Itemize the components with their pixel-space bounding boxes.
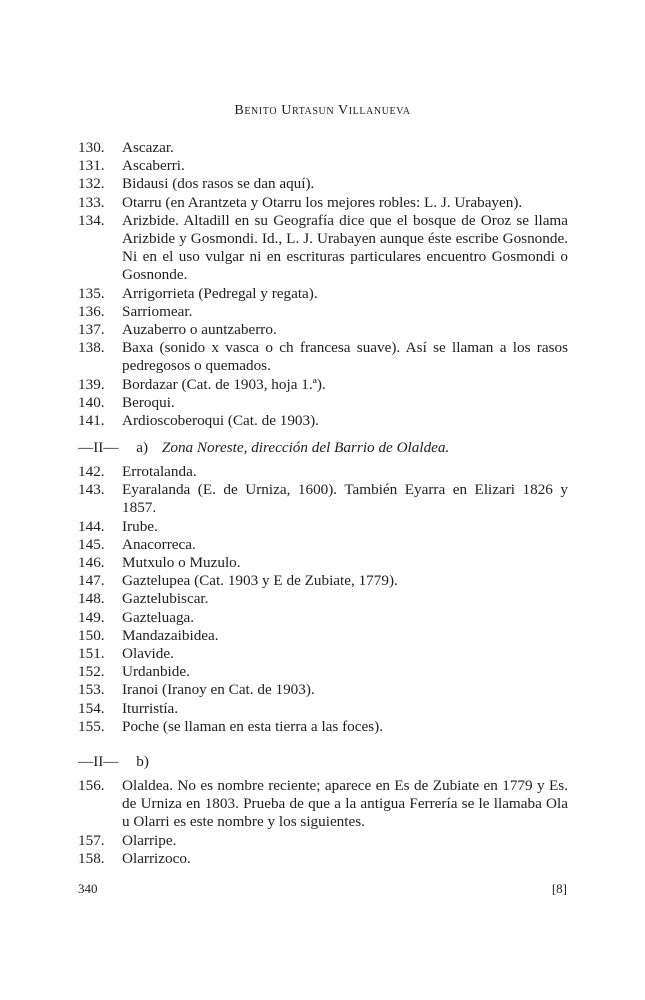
entry-text-line: Otarru (en Arantzeta y Otarru los mejores robles: L. J. Urabayen). (122, 193, 523, 211)
entry-text (122, 572, 568, 590)
list-entry (78, 572, 568, 590)
list-entry (78, 394, 568, 412)
entry-text-line: Olarrizoco. (122, 849, 191, 867)
page-number: 340 (78, 881, 98, 896)
entry-text (122, 157, 568, 175)
list-entry (78, 212, 568, 285)
entry-text-line: Baxa (sonido x vasca o ch francesa suave). Así se llaman a los rasos pedregosos o quemados. (122, 339, 568, 375)
entry-text (122, 700, 568, 718)
entry-number: 155. (78, 717, 105, 735)
entry-text-line: Sarriomear. (122, 302, 193, 320)
list-entry (78, 303, 568, 321)
entry-number: 144. (78, 517, 105, 535)
entry-text-line: Arrigorrieta (Pedregal y regata). (122, 284, 318, 302)
entry-text (122, 536, 568, 554)
entry-text-line: Poche (se llaman en esta tierra a las foces). (122, 717, 384, 735)
list-entry (78, 536, 568, 554)
entry-text-line: Iturristía. (122, 699, 179, 717)
list-entry (78, 376, 568, 394)
list-entry (78, 681, 568, 699)
entry-text (122, 518, 568, 536)
list-entry (78, 554, 568, 572)
entry-text (122, 609, 568, 627)
entry-text (122, 321, 568, 339)
entry-number: 138. (78, 339, 105, 357)
section-sub: a) (136, 439, 149, 456)
entry-number: 146. (78, 554, 105, 572)
entry-number: 136. (78, 302, 105, 320)
entry-number: 145. (78, 535, 105, 553)
list-entry (78, 590, 568, 608)
entry-text-line: Iranoi (Iranoy en Cat. de 1903). (122, 681, 315, 699)
list-entry (78, 645, 568, 663)
entry-text (122, 481, 568, 517)
list-entry (78, 463, 568, 481)
list-entry (78, 777, 568, 832)
list-entry (78, 627, 568, 645)
entry-text-line: Olarripe. (122, 831, 177, 849)
list-entry (78, 663, 568, 681)
list-entry (78, 518, 568, 536)
entry-text (122, 681, 568, 699)
list-entry (78, 412, 568, 430)
entry-list-2 (78, 463, 568, 736)
entry-number: 151. (78, 645, 105, 663)
entry-text (122, 777, 568, 832)
entry-number: 153. (78, 681, 105, 699)
entry-text (122, 850, 568, 868)
entry-text-line: Gaztelupea (Cat. 1903 y E de Zubiate, 1779). (122, 572, 398, 590)
entry-text-line: Gaztelubiscar. (122, 590, 209, 608)
entry-text-line: Olavide. (122, 645, 174, 663)
entry-text-line: Ascaberri. (122, 157, 185, 175)
entry-number: 137. (78, 321, 105, 339)
entry-text (122, 194, 568, 212)
section-roman: —II— (78, 753, 119, 770)
entry-text (122, 394, 568, 412)
list-entry (78, 321, 568, 339)
section-heading-a (78, 439, 449, 457)
entry-number: 140. (78, 393, 105, 411)
list-entry (78, 700, 568, 718)
entry-number: 139. (78, 375, 105, 393)
list-entry (78, 718, 568, 736)
entry-text (122, 285, 568, 303)
entry-number: 134. (78, 211, 105, 229)
section-heading-b (78, 753, 159, 771)
section-roman: —II— (78, 439, 119, 456)
entry-text-line: Ascazar. (122, 139, 174, 156)
entry-text-line: Errotalanda. (122, 463, 197, 480)
entry-text-line: Auzaberro o auntzaberro. (122, 321, 277, 339)
list-entry (78, 175, 568, 193)
entry-text (122, 303, 568, 321)
entry-number: 147. (78, 572, 105, 590)
folio-number: [8] (551, 881, 567, 896)
entry-text (122, 718, 568, 736)
entry-text (122, 376, 568, 394)
entry-text-line: Urdanbide. (122, 663, 190, 681)
entry-number: 131. (78, 157, 105, 175)
entry-text (122, 212, 568, 285)
entry-text (122, 663, 568, 681)
entry-text (122, 645, 568, 663)
list-entry (78, 285, 568, 303)
list-entry (78, 157, 568, 175)
entry-text-line: Mandazaibidea. (122, 626, 219, 644)
entry-text-line: Anacorreca. (122, 535, 196, 553)
entry-text-line: Irube. (122, 517, 158, 535)
entry-text (122, 175, 568, 193)
entry-number: 158. (78, 849, 105, 867)
list-entry (78, 850, 568, 868)
entry-text (122, 412, 568, 430)
entry-number: 156. (78, 777, 105, 794)
entry-text-line: Eyaralanda (E. de Urniza, 1600). También Eyarra en Elizari 1826 y 1857. (122, 481, 568, 517)
list-entry (78, 832, 568, 850)
section-sub: b) (136, 753, 149, 770)
entry-number: 133. (78, 193, 105, 211)
entry-text (122, 832, 568, 850)
entry-text-line: Beroqui. (122, 393, 175, 411)
entry-text-line: Gazteluaga. (122, 608, 195, 626)
entry-text (122, 339, 568, 375)
entry-text-line: Ardioscoberoqui (Cat. de 1903). (122, 412, 319, 430)
entry-number: 157. (78, 831, 105, 849)
entry-text (122, 590, 568, 608)
entry-number: 150. (78, 626, 105, 644)
list-entry (78, 339, 568, 375)
list-entry (78, 139, 568, 157)
list-entry (78, 194, 568, 212)
entry-text-line: Arizbide. Altadill en su Geografía dice que el bosque de Oroz se llama Arizbide y Gosmondi. Id., L. J. Urabayen aunque éste escribe Gosnonde. Ni en el uso vulgar ni en escrituras particulares encuentro Gosmondi o Gosnonde. (122, 211, 568, 284)
list-entry (78, 481, 568, 517)
entry-text (122, 554, 568, 572)
entry-number: 149. (78, 608, 105, 626)
entry-text (122, 463, 568, 481)
list-entry (78, 609, 568, 627)
running-head: Benito Urtasun Villanueva (234, 103, 411, 118)
entry-number: 130. (78, 139, 105, 156)
entry-list-3 (78, 777, 568, 868)
entry-text (122, 627, 568, 645)
entry-list-1 (78, 139, 568, 430)
entry-number: 143. (78, 481, 105, 499)
section-title: Zona Noreste, dirección del Barrio de Olaldea. (161, 439, 450, 456)
entry-number: 135. (78, 284, 105, 302)
entry-text-line: Mutxulo o Muzulo. (122, 554, 241, 572)
entry-number: 148. (78, 590, 105, 608)
entry-number: 154. (78, 699, 105, 717)
entry-number: 152. (78, 663, 105, 681)
entry-number: 132. (78, 175, 105, 193)
entry-text-line: Olaldea. No es nombre reciente; aparece en Es de Zubiate en 1779 y Es. de Urniza en 1803. Prueba de que a la antigua Ferrería se le llamaba Ola u Olarri es este nombre y los siguientes. (122, 777, 568, 831)
entry-number: 142. (78, 463, 105, 480)
entry-text-line: Bordazar (Cat. de 1903, hoja 1.ª). (122, 375, 326, 393)
entry-number: 141. (78, 412, 105, 430)
entry-text (122, 139, 568, 157)
entry-text-line: Bidausi (dos rasos se dan aquí). (122, 175, 315, 193)
